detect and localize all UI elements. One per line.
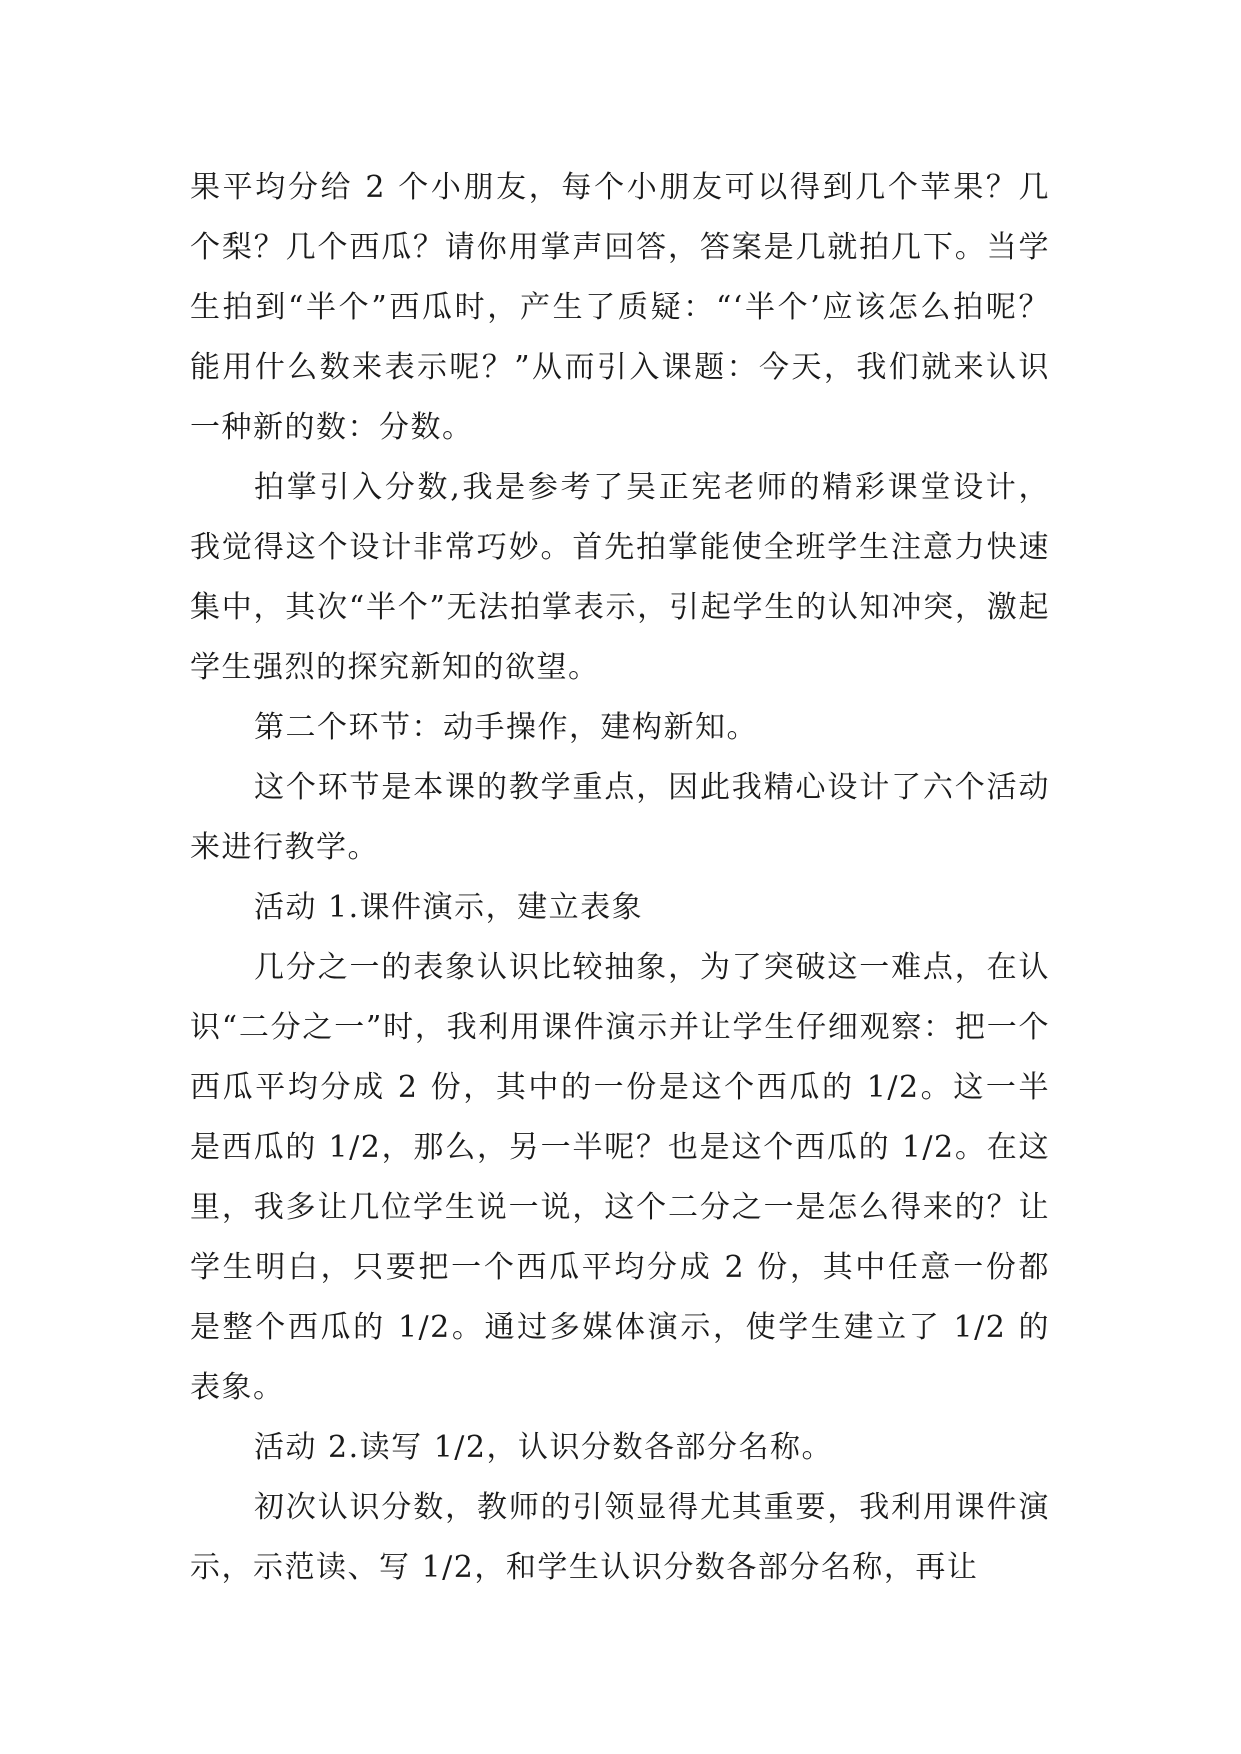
paragraph-4: 这个环节是本课的教学重点，因此我精心设计了六个活动来进行教学。 bbox=[190, 770, 1050, 865]
paragraph-6: 几分之一的表象认识比较抽象，为了突破这一难点，在认识“二分之一”时，我利用课件演示并让学生仔细观察：把一个西瓜平均分成 2 份，其中的一份是这个西瓜的 1/2。这一半是西瓜的 1/2，那么，另一半呢？也是这个西瓜的 1/2。在这里，我多让几位学生说一说，这个二分之一是怎么得来的？让学生明白，只要把一个西瓜平均分成 2 份，其中任意一份都是整个西瓜的 1/2。通过多媒体演示，使学生建立了 1/2 的表象。 bbox=[190, 950, 1050, 1405]
paragraph-3: 第二个环节：动手操作，建构新知。 bbox=[254, 710, 758, 745]
paragraph-1: 果平均分给 2 个小朋友，每个小朋友可以得到几个苹果？几个梨？几个西瓜？请你用掌声回答，答案是几就拍几下。当学生拍到“半个”西瓜时，产生了质疑：“‘半个’应该怎么拍呢？能用什么数来表示呢？”从而引入课题：今天，我们就来认识一种新的数：分数。 bbox=[190, 170, 1050, 445]
paragraph-5: 活动 1.课件演示，建立表象 bbox=[254, 890, 644, 925]
paragraph-2: 拍掌引入分数,我是参考了吴正宪老师的精彩课堂设计，我觉得这个设计非常巧妙。首先拍掌能使全班学生注意力快速集中，其次“半个”无法拍掌表示，引起学生的认知冲突，激起学生强烈的探究新知的欲望。 bbox=[190, 470, 1050, 685]
document-body bbox=[190, 158, 1050, 1598]
paragraph-7: 活动 2.读写 1/2，认识分数各部分名称。 bbox=[254, 1430, 833, 1465]
paragraph-8: 初次认识分数，教师的引领显得尤其重要，我利用课件演示，示范读、写 1/2，和学生认识分数各部分名称，再让 bbox=[190, 1490, 1050, 1585]
